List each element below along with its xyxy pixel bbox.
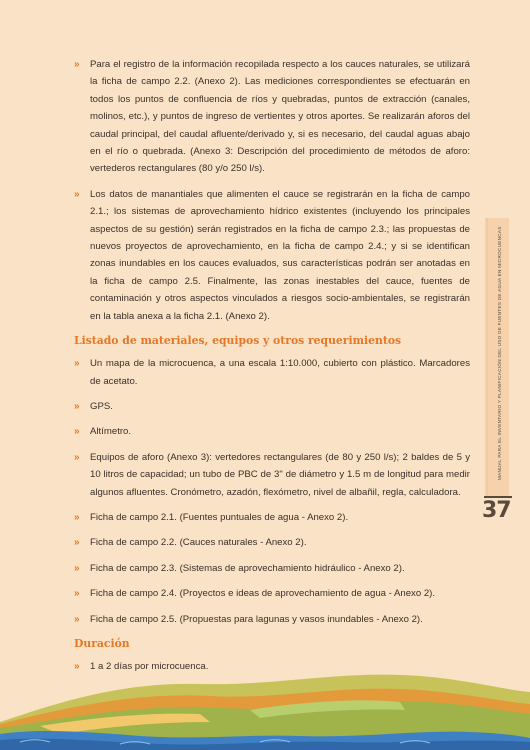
bullet-icon: » [74,511,80,523]
main-content [74,56,470,683]
bullet-icon: » [74,588,80,600]
bullet-icon: » [74,358,80,370]
list-item [74,534,470,551]
list-item [74,611,470,628]
list-item-text: Altímetro. [90,426,132,438]
paragraph [74,56,470,178]
list-item-text: Ficha de campo 2.5. (Propuestas para lagunas y vasos inundables - Anexo 2). [90,613,423,625]
bullet-icon: » [74,59,80,70]
list-item [74,355,470,390]
bullet-icon: » [74,400,80,412]
list-item-text: GPS. [90,400,113,412]
list-item-text: Ficha de campo 2.4. (Proyectos e ideas de aprovechamiento de agua - Anexo 2). [90,588,436,600]
list-item [74,509,470,526]
bullet-icon: » [74,660,80,672]
bullet-icon: » [74,451,80,463]
bullet-icon: » [74,426,80,438]
bullet-icon: » [74,613,80,625]
list-item [74,449,470,501]
list-item [74,585,470,602]
side-label: MANUAL PARA EL INVENTARIO Y PLANIFICACIÓN DEL USO DE FUENTES DE AGUA EN MICROCUENCAS [497,226,502,480]
list-item-text: Equipos de aforo (Anexo 3): vertedores rectangulares (de 80 y 250 l/s); 2 baldes de 5 y 10 litros de capacidad; un tubo de PBC de 3" de diámetro y 1.5 m de longitud para medir algunos afluentes. Cronómetro, azadón, flexómetro, nivel de albañil, regla, calculadora. [90,451,470,498]
list-item [74,398,470,415]
landscape-illustration [0,662,530,750]
list-item-text: Ficha de campo 2.2. (Cauces naturales - Anexo 2). [90,537,307,549]
list-item-text: Ficha de campo 2.1. (Fuentes puntuales de agua - Anexo 2). [90,511,349,523]
bullet-icon: » [74,188,80,200]
list-item [74,560,470,577]
list-item-text: Un mapa de la microcuenca, a una escala 1:10.000, cubierto con plástico. Marcadores de acetato. [90,358,470,387]
materials-heading: Listado de materiales, equipos y otros requerimientos [74,334,402,348]
paragraph-text: Los datos de manantiales que alimenten el cauce se registrarán en la ficha de campo 2.1.; los sistemas de aprovechamiento hídrico existentes (incluyendo los principales aspectos de su gestión) serán registrados en la ficha de campo 2.3.; las propuestas de nuevos proyectos de aprovechamiento, en la ficha de campo 2.4.; y si se identifican zonas inundables en los cauces evaluados, sus características podrán ser anotadas en la ficha de campo 2.5. Finalmente, las zonas inestables del cauce, fuentes de contaminación y otros aspectos vinculados a riesgos socio-ambientales, se registrarán en la tabla anexa a la ficha 2.1. (Anexo 2). [90,188,470,322]
page-number: 37 [482,498,511,523]
duration-heading: Duración [74,636,130,650]
bullet-icon: » [74,537,80,549]
paragraph [74,186,470,325]
list-item-text: 1 a 2 días por microcuenca. [90,660,209,672]
paragraph-text: Para el registro de la información recopilada respecto a los cauces naturales, se utilizará la ficha de campo 2.2. (Anexo 2). Las mediciones correspondientes se efectuarán en todos los puntos de confluencia de ríos y quebradas, puntos de extracción (canales, molinos, etc.), y puntos de ingreso de vertientes y otros aportes. Se realizarán aforos del caudal principal, del caudal afluente/derivado y, si es necesario, del caudal aguas abajo en el río o quebrada. (Anexo 3: Descripción del procedimiento de métodos de aforo: vertederos rectangulares (80 y/o 250 l/s). [90,59,470,175]
list-item [74,423,470,440]
bullet-icon: » [74,562,80,574]
list-item-text: Ficha de campo 2.3. (Sistemas de aprovechamiento hidráulico - Anexo 2). [90,562,405,574]
